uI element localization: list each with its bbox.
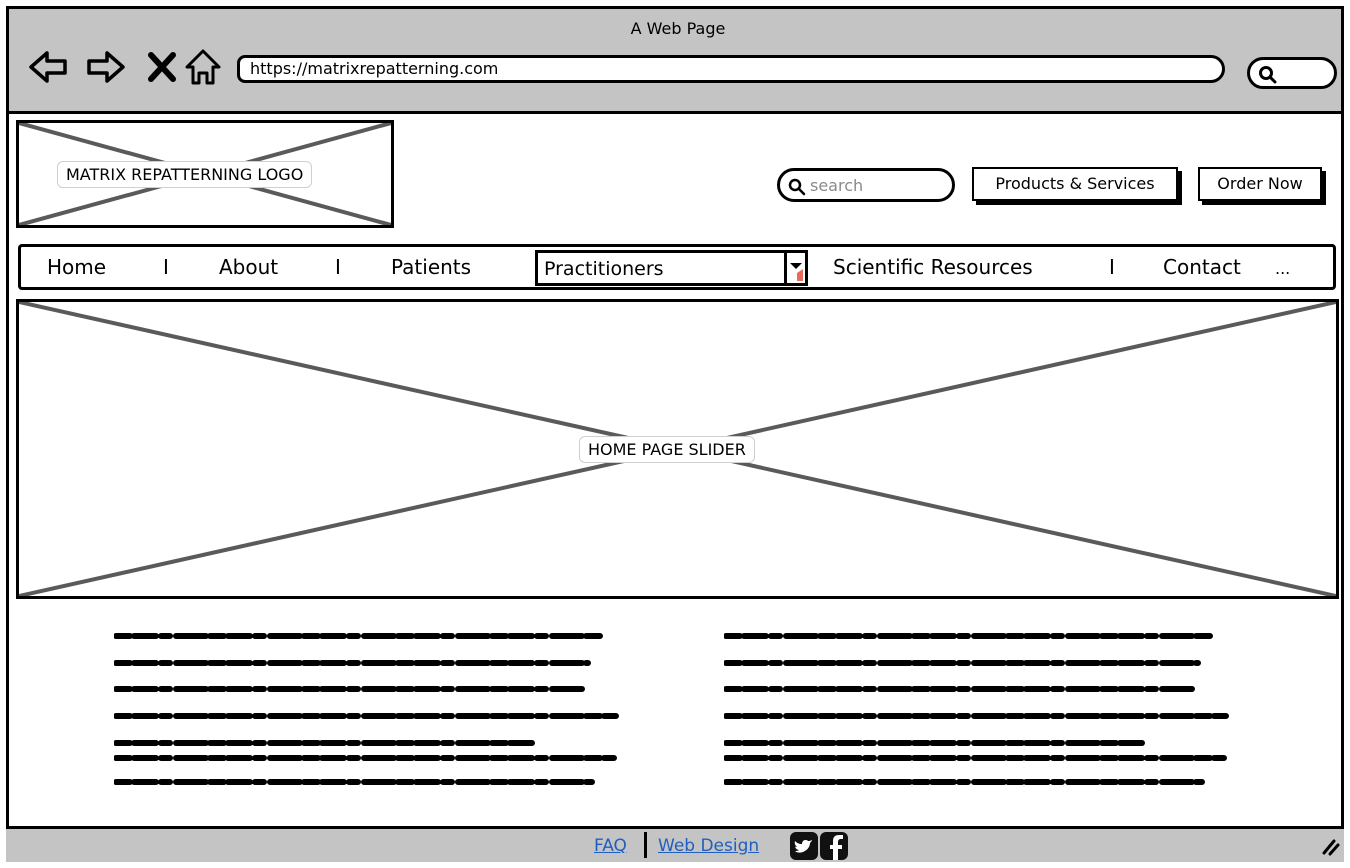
- menu-item-scientific-resources[interactable]: Scientific Resources: [833, 255, 1033, 279]
- resize-grip-icon[interactable]: [1320, 837, 1340, 857]
- menu-item-contact[interactable]: Contact: [1163, 255, 1241, 279]
- search-icon: [1258, 65, 1278, 85]
- text-block-left: [114, 628, 624, 798]
- logo-label: MATRIX REPATTERNING LOGO: [57, 161, 312, 188]
- main-menu-bar: [18, 244, 1336, 290]
- close-icon[interactable]: [141, 45, 185, 89]
- slider-label: HOME PAGE SLIDER: [579, 436, 755, 463]
- logo-placeholder: [16, 120, 394, 228]
- back-arrow-icon[interactable]: [27, 45, 71, 89]
- menu-separator: I: [1109, 255, 1115, 279]
- web-design-link[interactable]: Web Design: [658, 836, 760, 856]
- order-now-button[interactable]: Order Now: [1198, 167, 1322, 201]
- menu-item-patients[interactable]: Patients: [391, 255, 472, 279]
- browser-search-field[interactable]: [1247, 57, 1337, 89]
- twitter-icon[interactable]: [790, 832, 818, 860]
- text-block-right: [724, 628, 1234, 798]
- practitioners-dropdown[interactable]: [535, 250, 787, 286]
- browser-chrome: [6, 6, 1344, 114]
- dropdown-caret-button[interactable]: [784, 250, 808, 286]
- menu-separator: I: [335, 255, 341, 279]
- facebook-icon[interactable]: [820, 832, 848, 860]
- menu-more[interactable]: ...: [1275, 259, 1291, 278]
- cursor-icon: [797, 269, 803, 281]
- footer-divider: [644, 832, 647, 858]
- search-icon: [788, 178, 806, 196]
- chevron-down-icon: [787, 253, 805, 283]
- menu-separator: I: [163, 255, 169, 279]
- window-title: A Web Page: [630, 19, 726, 38]
- search-placeholder: search: [810, 176, 864, 195]
- dropdown-selected-value: Practitioners: [544, 258, 664, 280]
- footer: [6, 826, 1344, 862]
- faq-link[interactable]: FAQ: [594, 836, 627, 856]
- url-input[interactable]: https://matrixrepatterning.com: [237, 55, 1225, 83]
- home-icon[interactable]: [181, 45, 225, 89]
- products-services-button[interactable]: Products & Services: [972, 167, 1178, 201]
- menu-item-about[interactable]: About: [219, 255, 279, 279]
- forward-arrow-icon[interactable]: [83, 45, 127, 89]
- site-search-input[interactable]: [777, 168, 955, 202]
- menu-item-home[interactable]: Home: [47, 255, 107, 279]
- home-page-slider[interactable]: [16, 299, 1339, 599]
